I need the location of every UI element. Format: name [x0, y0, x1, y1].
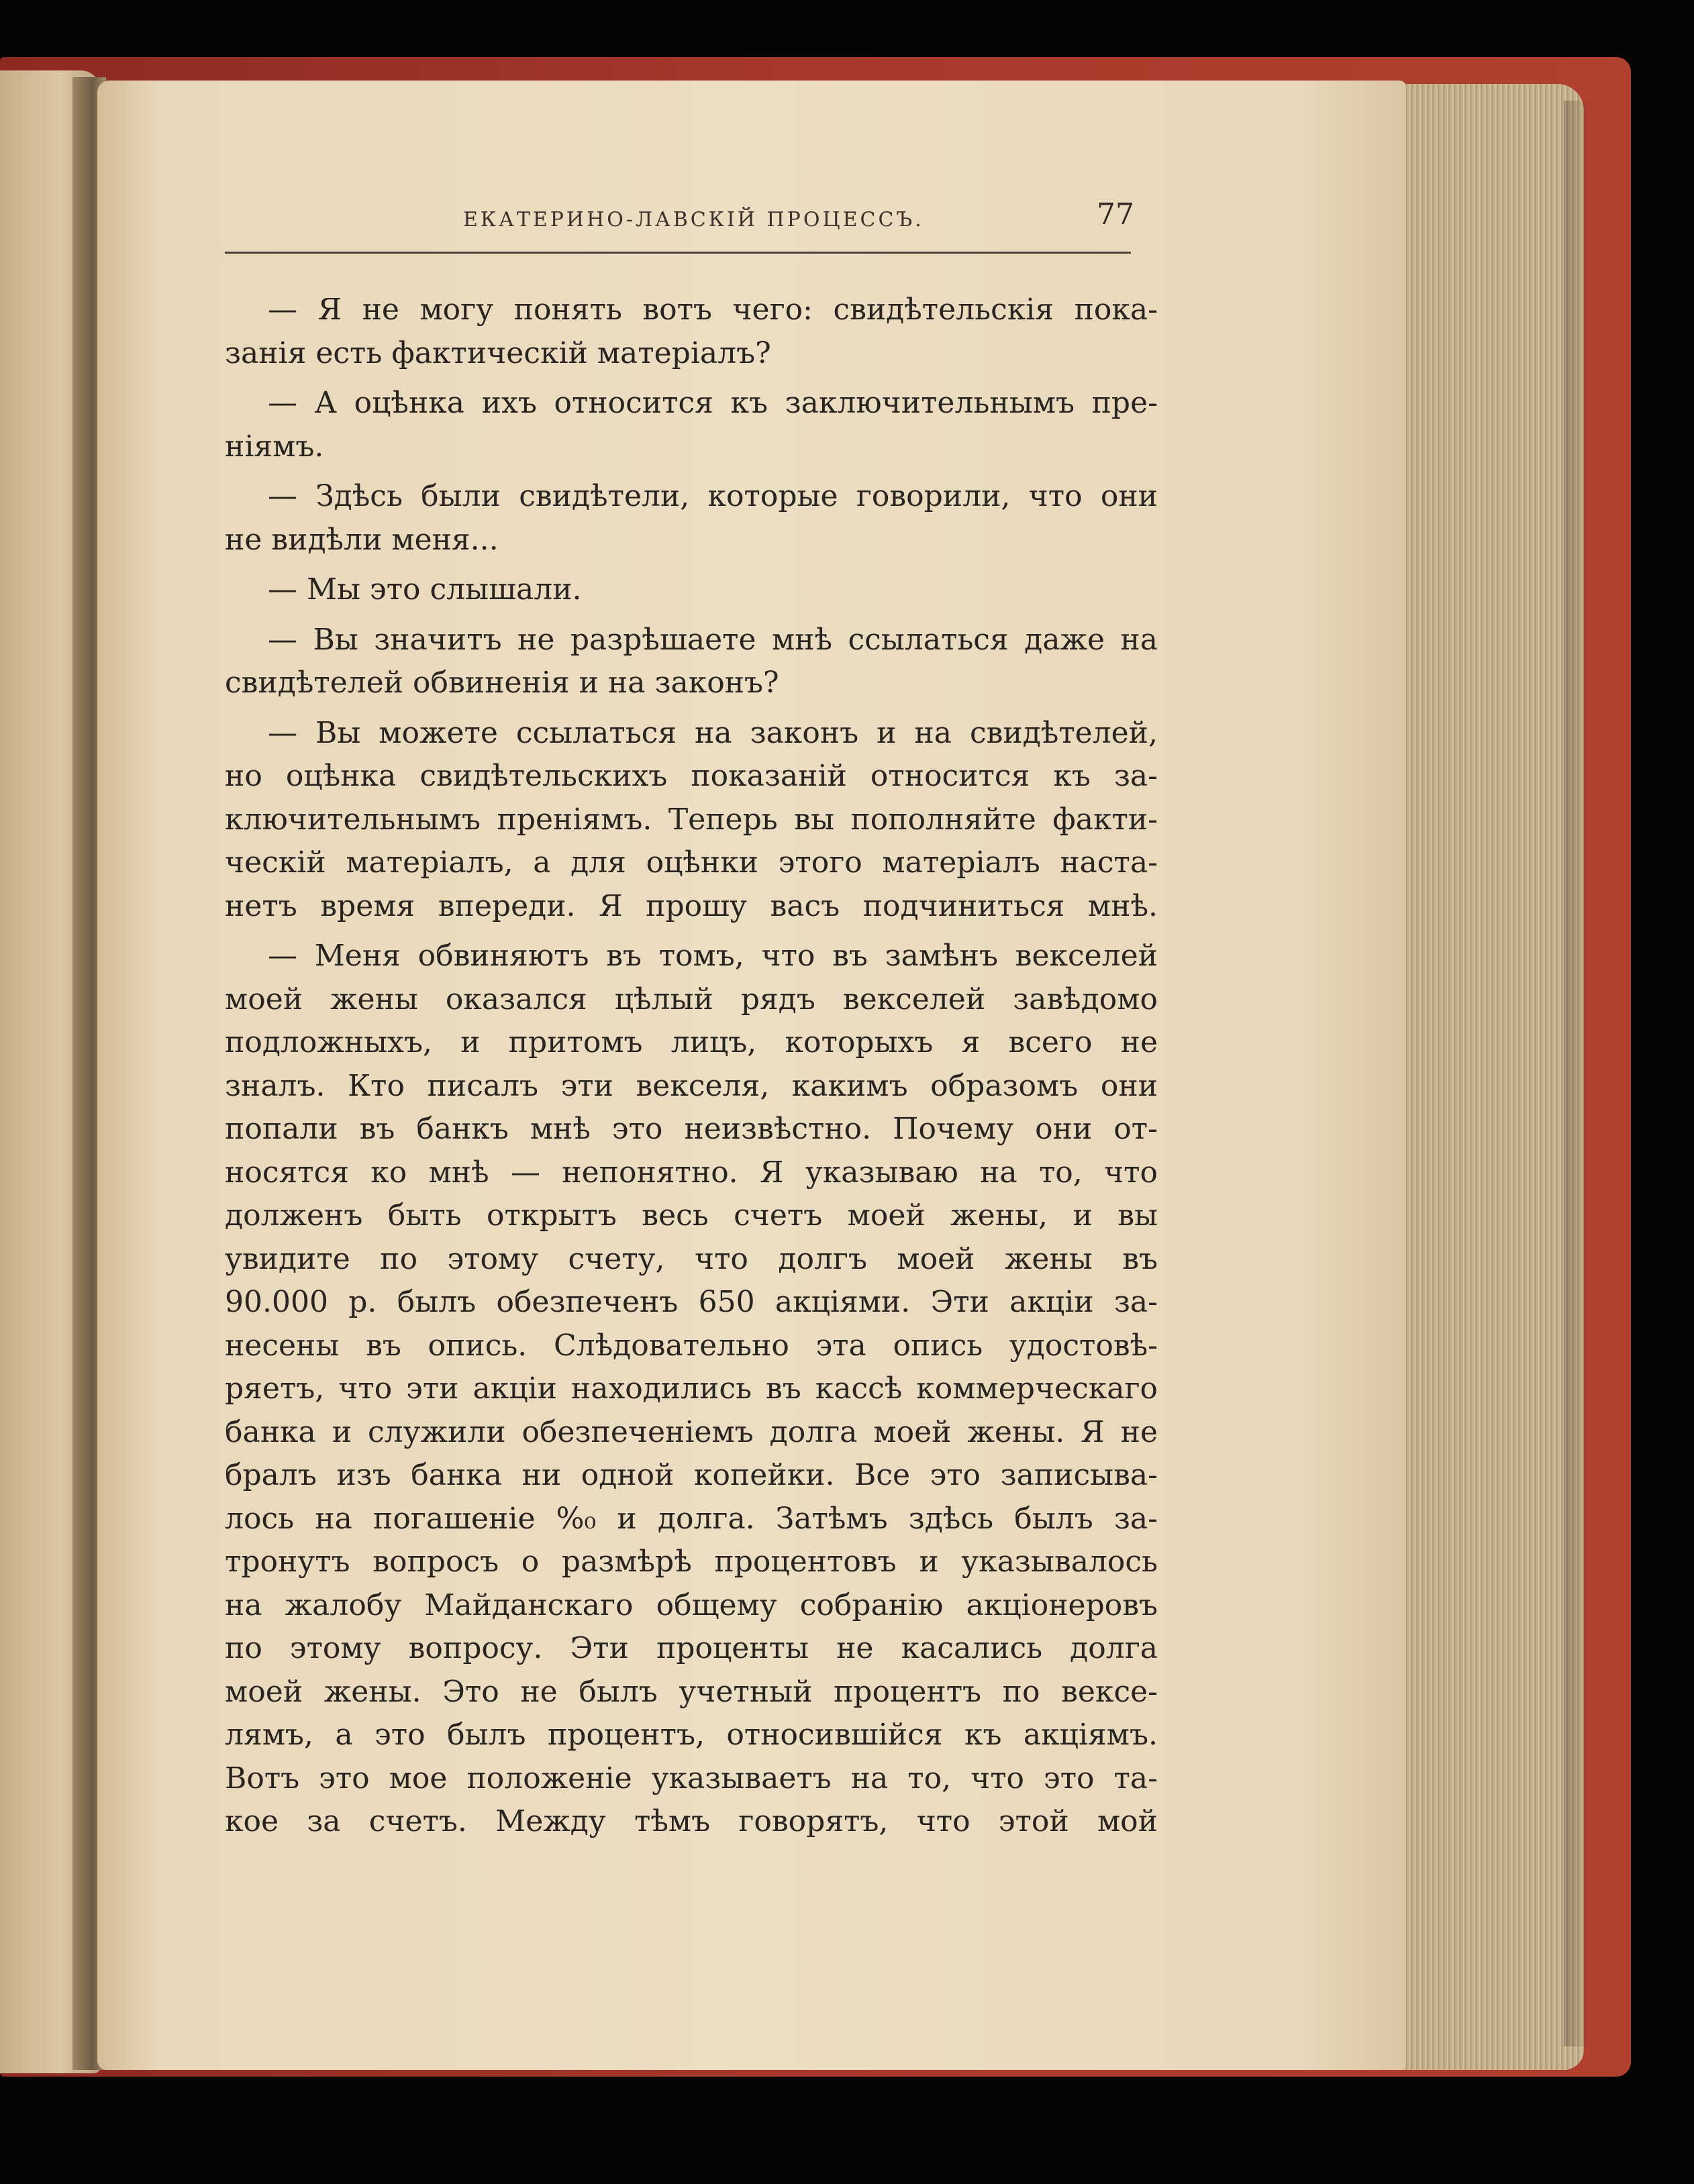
text-line: — Здѣсь были свидѣтели, которые говорили, что они: [268, 479, 1158, 513]
text-line: банка и служили обезпеченіемъ долга моей жены. Я не: [225, 1414, 1158, 1449]
text-line: не видѣли меня...: [225, 522, 499, 557]
text-line: долженъ быть открытъ весь счетъ моей жены, и вы: [225, 1198, 1158, 1233]
text-line: нетъ время впереди. Я прошу васъ подчиниться мнѣ.: [225, 888, 1158, 923]
paragraph: [225, 475, 1158, 562]
text-line: но оцѣнка свидѣтельскихъ показаній относится къ за-: [225, 759, 1158, 793]
text-line: — Я не могу понять вотъ чего: свидѣтельскія пока-: [268, 293, 1158, 327]
text-line: моей жены оказался цѣлый рядъ векселей завѣдомо: [225, 982, 1158, 1017]
text-line: занія есть фактическій матеріалъ?: [225, 335, 771, 370]
paragraph: [225, 935, 1158, 1844]
text-line: кое за счетъ. Между тѣмъ говорятъ, что этой мой: [225, 1804, 1158, 1838]
paragraph: [225, 619, 1158, 705]
text-line: попали въ банкъ мнѣ это неизвѣстно. Почему они от-: [225, 1112, 1158, 1146]
running-head: [221, 195, 1134, 248]
text-line: ключительнымъ преніямъ. Теперь вы пополняйте факти-: [225, 802, 1158, 837]
running-title: ЕКАТЕРИНО-ЛАВСКІЙ ПРОЦЕССЪ.: [463, 208, 924, 231]
text-line: увидите по этому счету, что долгъ моей жены въ: [225, 1241, 1158, 1276]
paragraph: [225, 289, 1158, 375]
text-line: 90.000 р. былъ обезпеченъ 650 акціями. Эти акціи за-: [225, 1285, 1158, 1319]
text-line: несены въ опись. Слѣдовательно эта опись удостовѣ-: [225, 1328, 1158, 1363]
text-line: ніямъ.: [225, 429, 324, 464]
page-body: [225, 289, 1158, 1851]
text-line: ряетъ, что эти акціи находились въ кассѣ коммерческаго: [225, 1371, 1158, 1406]
text-line: по этому вопросу. Эти проценты не касались долга: [225, 1631, 1158, 1665]
text-line: — Мы это слышали.: [268, 572, 582, 607]
text-line: носятся ко мнѣ — непонятно. Я указываю на то, что: [225, 1155, 1158, 1190]
text-line: подложныхъ, и притомъ лицъ, которыхъ я всего не: [225, 1025, 1158, 1059]
header-rule: [225, 252, 1131, 254]
text-line: на жалобу Майданскаго общему собранію акціонеровъ: [225, 1588, 1158, 1622]
page-stack-shadow: [1564, 101, 1591, 2046]
page-number: 77: [1097, 197, 1134, 231]
text-line: ческій матеріалъ, а для оцѣнки этого матеріалъ наста-: [225, 845, 1158, 880]
text-line: — Меня обвиняютъ въ томъ, что въ замѣнъ векселей: [268, 939, 1158, 973]
text-line: моей жены. Это не былъ учетный процентъ по вексе-: [225, 1674, 1158, 1709]
text-line: лось на погашеніе %₀ и долга. Затѣмъ здѣсь былъ за-: [225, 1501, 1158, 1536]
text-line: бралъ изъ банка ни одной копейки. Все это записыва-: [225, 1458, 1158, 1492]
paragraph: [225, 712, 1158, 929]
text-line: — Вы значитъ не разрѣшаете мнѣ ссылаться даже на: [268, 622, 1158, 657]
text-line: Вотъ это мое положеніе указываетъ на то, что это та-: [225, 1761, 1158, 1796]
paragraph: [225, 568, 1158, 612]
paragraph: [225, 382, 1158, 468]
text-line: зналъ. Кто писалъ эти векселя, какимъ образомъ они: [225, 1068, 1158, 1103]
text-line: — А оцѣнка ихъ относится къ заключительнымъ пре-: [268, 386, 1158, 420]
page-stack-edges: [1376, 84, 1584, 2070]
text-line: тронутъ вопросъ о размѣрѣ процентовъ и указывалось: [225, 1545, 1158, 1579]
text-line: — Вы можете ссылаться на законъ и на свидѣтелей,: [268, 715, 1158, 750]
text-line: свидѣтелей обвиненія и на законъ?: [225, 666, 779, 700]
text-line: лямъ, а это былъ процентъ, относившійся къ акціямъ.: [225, 1718, 1158, 1752]
